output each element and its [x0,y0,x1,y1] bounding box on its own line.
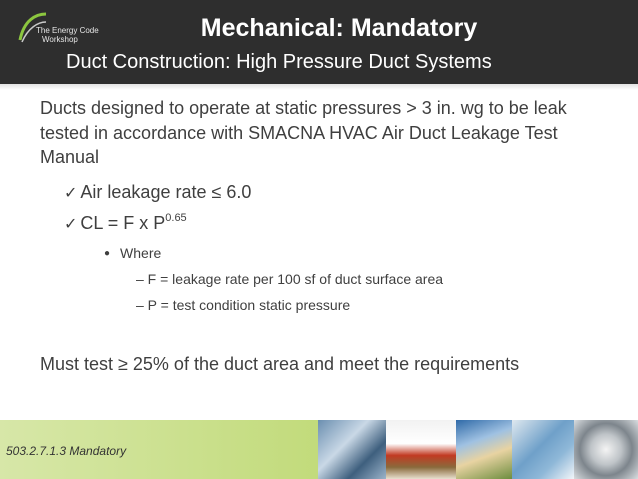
definition-p: – P = test condition static pressure [136,297,351,313]
definition-f: – F = leakage rate per 100 sf of duct surface area [136,271,444,287]
header-divider [0,84,638,90]
footer-reference-text: 503.2.7.1.3 Mandatory [6,444,127,458]
building-glass-image [318,420,386,479]
slide-title: Mechanical: Mandatory [200,14,478,42]
landscape-image [456,420,512,479]
logo-text-line1: The Energy Code [36,26,99,35]
slide-subtitle: Duct Construction: High Pressure Duct Systems [66,51,492,73]
duct-pipes-image [512,420,574,479]
formula-exponent: 0.65 [165,212,187,224]
check-item-label: Air leakage rate ≤ 6.0 [80,182,252,202]
checkmark-icon: ✓ [64,216,78,233]
requirement-statement: Must test ≥ 25% of the duct area and meet the requirements [40,354,520,374]
formula-base: CL = F x P [80,213,166,233]
intro-paragraph: Ducts designed to operate at static pressures > 3 in. wg to be leak tested in accordance with SMACNA HVAC Air Duct Leakage Test Manual [40,98,567,167]
header-bar [0,0,638,84]
bullet-item-where [104,245,161,261]
check-item-leakage-rate [64,182,251,203]
house-roof-image [386,420,456,479]
checkmark-icon: ✓ [64,185,78,202]
fan-equipment-image [574,420,638,479]
logo-text-line2: Workshop [42,35,78,44]
bullet-label: Where [120,245,162,261]
check-item-formula [64,212,187,234]
bullet-dot-icon: ● [104,248,111,259]
